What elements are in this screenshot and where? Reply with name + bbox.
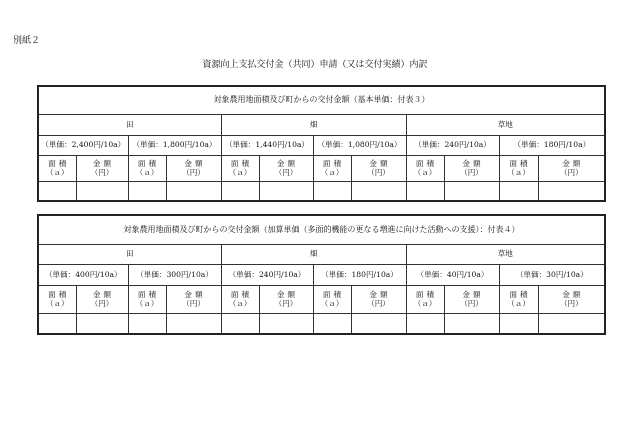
allocation-table-1 <box>37 85 606 202</box>
amount-unit: （円） <box>90 299 114 308</box>
amount-label-cell <box>76 285 128 313</box>
amount-unit: （円） <box>90 168 114 177</box>
column-label-row <box>38 155 605 181</box>
land-type-row <box>38 114 605 135</box>
area-entry-cell <box>38 313 76 334</box>
unit-price-row <box>38 135 605 155</box>
land-type-header: 田 <box>38 114 221 135</box>
land-type-header: 草地 <box>406 244 605 264</box>
amount-unit: （円） <box>460 299 483 308</box>
allocation-table-2 <box>37 214 606 335</box>
unit-price-row <box>38 264 605 285</box>
area-entry-cell <box>313 313 351 334</box>
table-heading-row <box>38 86 605 114</box>
amount-unit: （円） <box>460 168 483 177</box>
area-entry-cell <box>499 313 538 334</box>
amount-label: 金額 <box>184 158 206 168</box>
unit-price-cell: （単価：40円/10a） <box>406 264 499 285</box>
amount-label: 金額 <box>92 158 115 168</box>
area-label-cell <box>128 155 166 181</box>
area-unit: （ａ） <box>413 299 437 308</box>
land-type-header: 畑 <box>221 114 406 135</box>
entry-row <box>38 313 605 334</box>
area-label-cell <box>406 155 444 181</box>
area-label-cell <box>499 155 538 181</box>
area-label: 面積 <box>48 158 70 168</box>
area-label-cell <box>38 155 76 181</box>
amount-entry-cell <box>76 181 128 201</box>
amount-label: 金額 <box>562 158 584 168</box>
amount-entry-cell <box>166 313 221 334</box>
amount-entry-cell <box>166 181 221 201</box>
area-label: 面積 <box>322 289 345 299</box>
unit-price-cell: （単価：1,440円/10a） <box>221 135 313 155</box>
amount-label: 金額 <box>184 289 206 299</box>
unit-price-cell: （単価：180円/10a） <box>313 264 406 285</box>
table-heading-row <box>38 215 605 244</box>
amount-label-cell <box>259 285 313 313</box>
amount-unit: （円） <box>274 299 298 308</box>
unit-price-cell: （単価：1,800円/10a） <box>128 135 221 155</box>
area-entry-cell <box>313 181 351 201</box>
area-entry-cell <box>128 313 166 334</box>
area-unit: （ａ） <box>228 299 252 308</box>
amount-label-cell <box>259 155 313 181</box>
area-label: 面積 <box>230 289 253 299</box>
amount-entry-cell <box>444 313 499 334</box>
area-entry-cell <box>406 313 444 334</box>
area-label: 面積 <box>48 289 70 299</box>
amount-unit: （円） <box>367 168 390 177</box>
amount-label: 金額 <box>92 289 115 299</box>
amount-label-cell <box>444 155 499 181</box>
unit-price-cell: （単価：240円/10a） <box>406 135 499 155</box>
attachment-label: 別紙２ <box>13 36 41 46</box>
area-unit: （ａ） <box>507 168 530 177</box>
area-label: 面積 <box>509 289 531 299</box>
area-label: 面積 <box>415 158 438 168</box>
area-label-cell <box>221 285 259 313</box>
column-label-row <box>38 285 605 313</box>
unit-price-cell: （単価：1,080円/10a） <box>313 135 406 155</box>
area-label: 面積 <box>322 158 345 168</box>
area-unit: （ａ） <box>320 299 344 308</box>
table-heading: 対象農用地面積及び町からの交付金額（加算単価（多面的機能の更なる増進に向けた活動への支援）：付表４） <box>38 215 605 244</box>
area-entry-cell <box>406 181 444 201</box>
amount-unit: （円） <box>367 299 390 308</box>
area-unit: （ａ） <box>507 299 530 308</box>
area-label: 面積 <box>415 289 438 299</box>
amount-entry-cell <box>538 313 605 334</box>
amount-entry-cell <box>538 181 605 201</box>
area-unit: （ａ） <box>45 168 69 177</box>
unit-price-cell: （単価：400円/10a） <box>38 264 128 285</box>
amount-label: 金額 <box>369 289 391 299</box>
amount-unit: （円） <box>182 299 205 308</box>
amount-label: 金額 <box>276 289 299 299</box>
area-unit: （ａ） <box>413 168 437 177</box>
area-unit: （ａ） <box>320 168 344 177</box>
amount-label-cell <box>538 155 605 181</box>
amount-unit: （円） <box>274 168 298 177</box>
area-unit: （ａ） <box>228 168 252 177</box>
amount-unit: （円） <box>559 168 583 177</box>
area-label-cell <box>313 285 351 313</box>
area-label: 面積 <box>230 158 253 168</box>
document-title: 資源向上支払交付金（共同）申請（又は交付実績）内訳 <box>202 60 428 70</box>
amount-entry-cell <box>351 181 406 201</box>
area-entry-cell <box>499 181 538 201</box>
amount-label: 金額 <box>462 158 484 168</box>
unit-price-cell: （単価：240円/10a） <box>221 264 313 285</box>
amount-entry-cell <box>76 313 128 334</box>
area-label-cell <box>221 155 259 181</box>
area-entry-cell <box>128 181 166 201</box>
amount-unit: （円） <box>559 299 583 308</box>
unit-price-cell: （単価：30円/10a） <box>499 264 605 285</box>
unit-price-cell: （単価：300円/10a） <box>128 264 221 285</box>
area-entry-cell <box>38 181 76 201</box>
area-unit: （ａ） <box>135 168 159 177</box>
amount-label-cell <box>351 285 406 313</box>
table-heading: 対象農用地面積及び町からの交付金額（基本単価：付表３） <box>38 86 605 114</box>
amount-entry-cell <box>351 313 406 334</box>
amount-label: 金額 <box>276 158 299 168</box>
area-entry-cell <box>221 181 259 201</box>
area-unit: （ａ） <box>45 299 69 308</box>
area-label-cell <box>499 285 538 313</box>
area-label-cell <box>313 155 351 181</box>
area-label: 面積 <box>137 289 160 299</box>
unit-price-cell: （単価：180円/10a） <box>499 135 605 155</box>
land-type-header: 畑 <box>221 244 406 264</box>
amount-label: 金額 <box>369 158 391 168</box>
area-label-cell <box>38 285 76 313</box>
amount-label-cell <box>538 285 605 313</box>
land-type-header: 草地 <box>406 114 605 135</box>
amount-label-cell <box>76 155 128 181</box>
area-label: 面積 <box>509 158 531 168</box>
amount-label-cell <box>166 155 221 181</box>
area-label-cell <box>128 285 166 313</box>
area-label: 面積 <box>137 158 160 168</box>
amount-label: 金額 <box>562 289 584 299</box>
area-unit: （ａ） <box>135 299 159 308</box>
land-type-row <box>38 244 605 264</box>
land-type-header: 田 <box>38 244 221 264</box>
amount-label-cell <box>444 285 499 313</box>
area-label-cell <box>406 285 444 313</box>
amount-unit: （円） <box>182 168 205 177</box>
amount-label-cell <box>166 285 221 313</box>
amount-label-cell <box>351 155 406 181</box>
amount-entry-cell <box>444 181 499 201</box>
area-entry-cell <box>221 313 259 334</box>
amount-entry-cell <box>259 181 313 201</box>
amount-entry-cell <box>259 313 313 334</box>
entry-row <box>38 181 605 201</box>
unit-price-cell: （単価：2,400円/10a） <box>38 135 128 155</box>
amount-label: 金額 <box>462 289 484 299</box>
